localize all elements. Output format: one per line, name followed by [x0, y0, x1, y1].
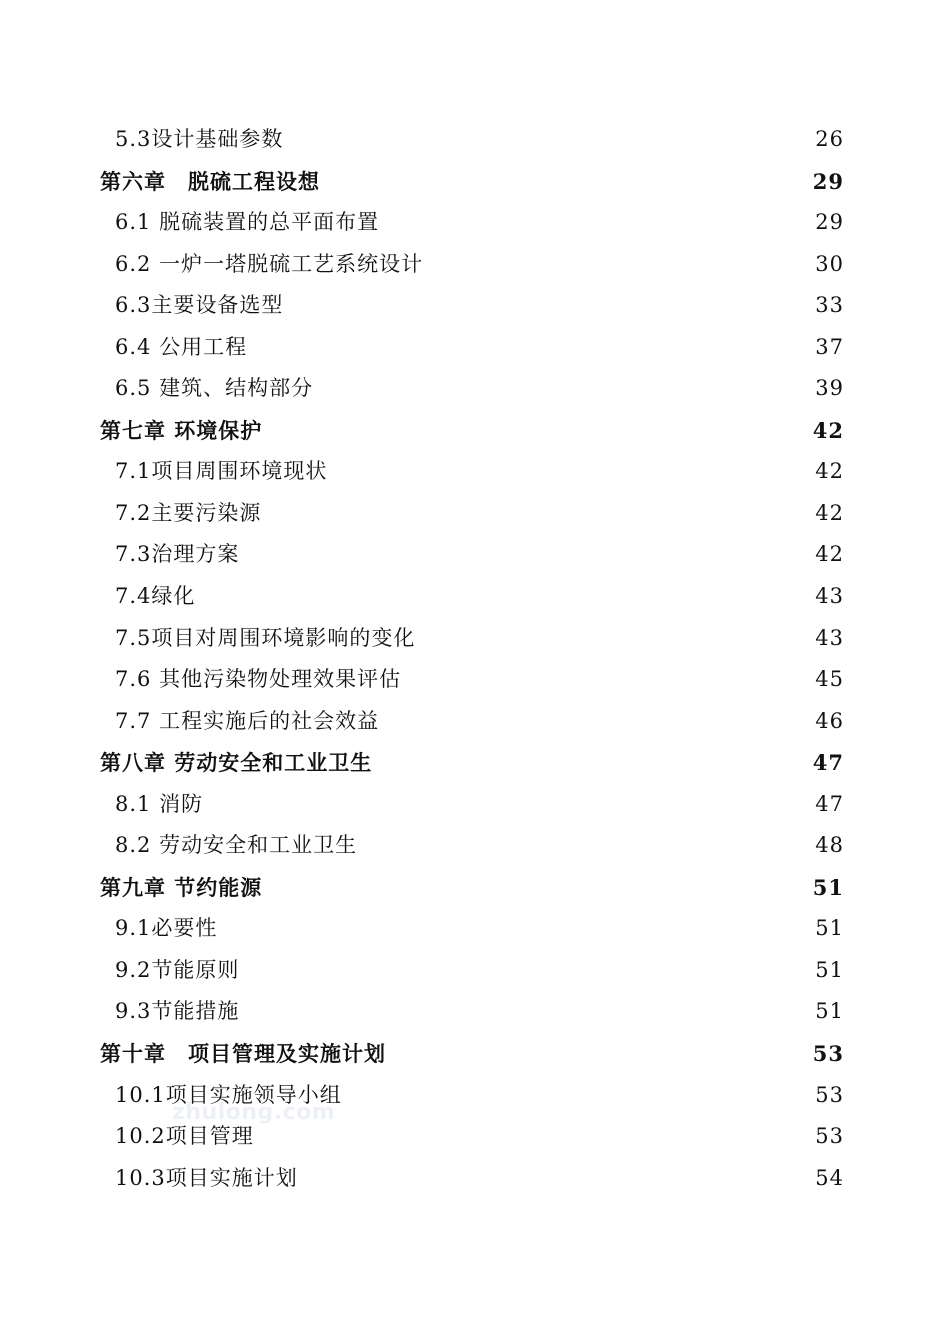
toc-section-row[interactable] [0, 618, 950, 660]
toc-entry-title: 7.4绿化 [115, 584, 196, 609]
toc-page-number: 45 [815, 667, 844, 692]
toc-section-row[interactable] [0, 451, 950, 493]
toc-page-number: 51 [815, 916, 844, 941]
toc-page-number: 37 [815, 334, 844, 359]
toc-section-row[interactable] [0, 950, 950, 992]
toc-entry-title: 6.5 建筑、结构部分 [115, 376, 314, 401]
toc-page-number: 53 [815, 1082, 844, 1107]
toc-entry-title: 7.2主要污染源 [115, 500, 262, 525]
toc-page-number: 39 [815, 376, 844, 401]
toc-entry-title: 第十章 项目管理及实施计划 [100, 1041, 386, 1067]
toc-section-row[interactable] [0, 1158, 950, 1200]
toc-page-number: 29 [815, 210, 844, 235]
toc-section-row[interactable] [0, 493, 950, 535]
toc-entry-title: 第九章 节约能源 [100, 874, 263, 900]
toc-section-row[interactable] [0, 119, 950, 161]
toc-entry-title: 7.1项目周围环境现状 [115, 459, 328, 484]
toc-section-row[interactable] [0, 576, 950, 618]
toc-section-row[interactable] [0, 202, 950, 244]
toc-page-number: 51 [815, 957, 844, 982]
toc-section-row[interactable] [0, 244, 950, 286]
toc-section-row[interactable] [0, 1116, 950, 1158]
toc-section-row[interactable] [0, 1075, 950, 1117]
toc-chapter-row[interactable] [0, 410, 950, 452]
toc-page-number: 51 [812, 874, 844, 900]
toc-entry-title: 10.3项目实施计划 [115, 1165, 298, 1190]
toc-page-number: 29 [812, 168, 844, 194]
toc-page-number: 33 [815, 293, 844, 318]
toc-page-number: 26 [815, 127, 844, 151]
toc-entry-title: 10.2项目管理 [115, 1124, 254, 1149]
toc-section-row[interactable] [0, 701, 950, 743]
toc-section-row[interactable] [0, 825, 950, 867]
table-of-contents [0, 119, 950, 1199]
toc-entry-title: 第六章 脱硫工程设想 [100, 168, 320, 194]
toc-section-row[interactable] [0, 327, 950, 369]
toc-section-row[interactable] [0, 908, 950, 950]
toc-entry-title: 9.2节能原则 [115, 957, 240, 982]
toc-chapter-row[interactable] [0, 161, 950, 203]
toc-entry-title: 第八章 劳动安全和工业卫生 [100, 750, 373, 776]
toc-entry-title: 第七章 环境保护 [100, 417, 263, 443]
toc-page-number: 53 [815, 1124, 844, 1149]
toc-section-row[interactable] [0, 991, 950, 1033]
toc-page-number: 42 [815, 500, 844, 525]
toc-chapter-row[interactable] [0, 1033, 950, 1075]
toc-section-row[interactable] [0, 659, 950, 701]
toc-chapter-row[interactable] [0, 867, 950, 909]
toc-page-number: 43 [815, 584, 844, 609]
toc-entry-title: 7.7 工程实施后的社会效益 [115, 708, 380, 733]
toc-page-number: 30 [815, 251, 844, 276]
toc-page-number: 42 [815, 542, 844, 567]
toc-page-number: 47 [812, 750, 844, 776]
toc-entry-title: 5.3设计基础参数 [115, 127, 284, 151]
toc-chapter-row[interactable] [0, 742, 950, 784]
toc-entry-title: 6.4 公用工程 [115, 334, 248, 359]
toc-section-row[interactable] [0, 534, 950, 576]
watermark: zhulong.com [172, 1100, 336, 1125]
toc-page-number: 46 [815, 708, 844, 733]
toc-section-row[interactable] [0, 285, 950, 327]
toc-page-number: 53 [812, 1041, 844, 1067]
toc-page-number: 54 [815, 1165, 844, 1190]
toc-entry-title: 8.1 消防 [115, 791, 204, 816]
toc-entry-title: 9.3节能措施 [115, 999, 240, 1024]
toc-entry-title: 7.3治理方案 [115, 542, 240, 567]
toc-entry-title: 6.3主要设备选型 [115, 293, 284, 318]
toc-page-number: 42 [815, 459, 844, 484]
toc-section-row[interactable] [0, 368, 950, 410]
toc-page-number: 51 [815, 999, 844, 1024]
toc-page-number: 47 [815, 791, 844, 816]
toc-page-number: 43 [815, 625, 844, 650]
toc-entry-title: 7.6 其他污染物处理效果评估 [115, 667, 402, 692]
toc-entry-title: 6.2 一炉一塔脱硫工艺系统设计 [115, 251, 424, 276]
toc-entry-title: 6.1 脱硫装置的总平面布置 [115, 210, 380, 235]
toc-page-number: 48 [815, 833, 844, 858]
toc-entry-title: 8.2 劳动安全和工业卫生 [115, 833, 358, 858]
toc-section-row[interactable] [0, 784, 950, 826]
toc-entry-title: 7.5项目对周围环境影响的变化 [115, 625, 416, 650]
toc-entry-title: 9.1必要性 [115, 916, 218, 941]
toc-page-number: 42 [812, 417, 844, 443]
toc-entry-title: 10.1项目实施领导小组 [115, 1082, 342, 1107]
